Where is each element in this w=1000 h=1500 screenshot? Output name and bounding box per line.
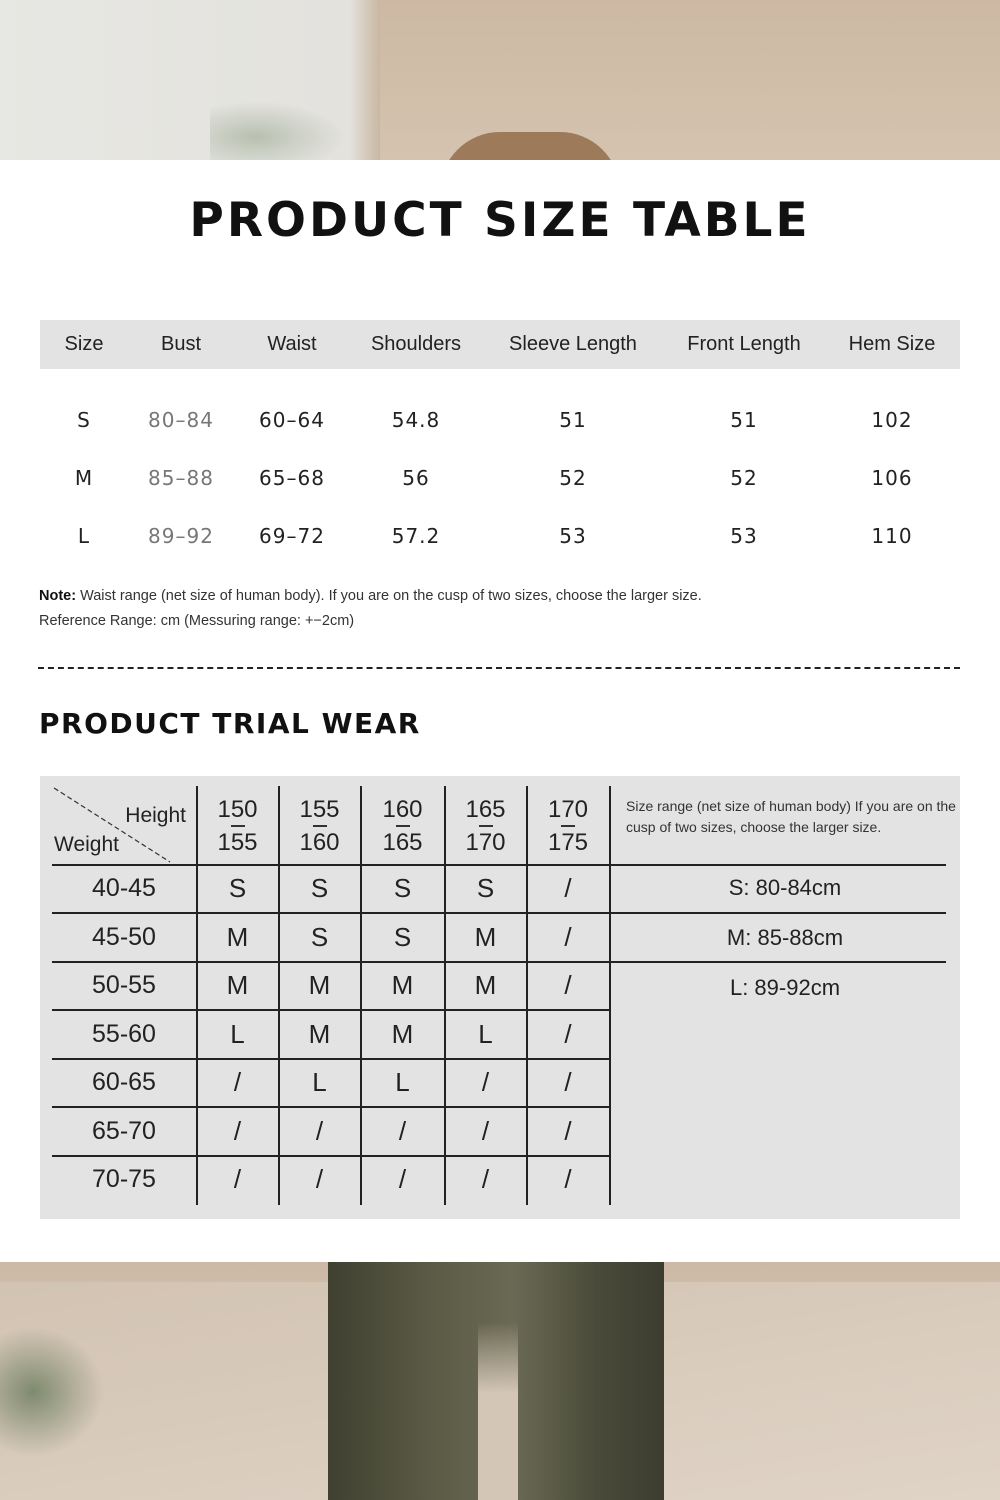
height-from: 160 [382, 796, 423, 823]
table-cell: 57.2 [391, 524, 441, 548]
grid-cell: / [564, 1067, 572, 1097]
grid-cell: L [312, 1067, 327, 1097]
grid-cell: / [564, 1115, 572, 1146]
grid-cell: M [391, 970, 414, 1000]
table-cell: 89–92 [148, 524, 214, 548]
table-cell: 110 [871, 524, 913, 548]
height-header [361, 788, 444, 864]
trial-wear-table [40, 776, 960, 1219]
table-row [40, 400, 960, 440]
range-s: S: 80-84cm [728, 875, 842, 900]
height-to: 155 [217, 829, 258, 856]
height-to: 160 [299, 829, 340, 856]
grid-cell: L [230, 1018, 245, 1049]
table-cell: 69–72 [259, 524, 325, 548]
table-cell: 80–84 [148, 408, 214, 432]
header-waist: Waist [267, 333, 317, 355]
grid-cell: / [564, 873, 572, 903]
weight-label: 65-70 [92, 1116, 156, 1145]
background-photo-top [0, 0, 1000, 160]
table-cell: 52 [730, 466, 758, 490]
table-cell: 51 [559, 408, 587, 432]
height-header [527, 788, 609, 864]
grid-cell: S [310, 921, 329, 952]
corner-header [52, 786, 186, 864]
grid-cell: S [310, 873, 329, 903]
grid-cell: S [393, 921, 412, 952]
background-wall [380, 0, 1000, 160]
grid-cell: M [391, 1018, 414, 1049]
height-to: 170 [465, 829, 506, 856]
table-cell: L [77, 524, 91, 548]
grid-cell: / [315, 1115, 324, 1146]
height-header [197, 788, 278, 864]
grid-cell: L [395, 1067, 410, 1097]
grid-cell: / [233, 1115, 242, 1146]
grid-cell: / [398, 1164, 407, 1194]
table-cell: S [77, 408, 91, 432]
note-text: Waist range (net size of human body). If you are on the cusp of two sizes, choose the larger size. [76, 588, 702, 604]
table-cell: 65–68 [259, 466, 325, 490]
reference-range: Reference Range: cm (Messuring range: +−2cm) [39, 613, 355, 629]
grid-cell: / [564, 1164, 572, 1194]
weight-label: 40-45 [92, 874, 156, 902]
note-line [39, 584, 702, 609]
background-plant [0, 1322, 110, 1462]
table-cell: 60–64 [259, 408, 325, 432]
height-from: 170 [547, 796, 589, 823]
weight-label: 70-75 [92, 1165, 156, 1193]
height-to: 175 [547, 829, 589, 856]
dashed-divider [38, 667, 960, 669]
background-branch [210, 95, 360, 160]
table-cell: 85–88 [148, 466, 214, 490]
weight-label: 55-60 [92, 1019, 156, 1048]
weight-label: 45-50 [92, 922, 156, 951]
grid-cell: M [474, 970, 497, 1000]
weight-label: 60-65 [92, 1068, 156, 1096]
table-cell: 54.8 [391, 408, 441, 432]
note-label: Note: [39, 588, 77, 604]
grid-cell: S [476, 873, 495, 903]
page-title: PRODUCT SIZE TABLE [189, 193, 811, 248]
height-header [279, 788, 360, 864]
grid-cell: / [564, 1018, 572, 1049]
grid-cell: / [481, 1164, 490, 1194]
grid-cell: M [226, 970, 249, 1000]
height-header [445, 788, 526, 864]
size-chart-card [0, 160, 1000, 1262]
table-cell: 56 [402, 466, 430, 490]
table-cell: 53 [730, 524, 758, 548]
grid-cell: / [233, 1164, 242, 1194]
size-note [39, 584, 702, 634]
header-sleeve-length: Sleeve Length [509, 333, 637, 355]
grid-cell: S [228, 873, 247, 903]
corner-height-label: Height [125, 804, 186, 827]
trial-wear-title: PRODUCT TRIAL WEAR [39, 707, 421, 740]
grid-cell: / [481, 1115, 490, 1146]
grid-cell: / [564, 921, 572, 952]
grid-cell: M [474, 921, 497, 952]
weight-label: 50-55 [92, 971, 156, 999]
grid-cell: M [308, 1018, 331, 1049]
grid-cell: / [564, 970, 572, 1000]
table-cell: 106 [871, 466, 913, 490]
range-note: Size range (net size of human body) If you are on the cusp of two sizes, choose the larger size. [626, 798, 956, 835]
range-l: L: 89-92cm [729, 975, 841, 1000]
grid-cell: M [308, 970, 331, 1000]
table-cell: 52 [559, 466, 587, 490]
header-shoulders: Shoulders [370, 333, 462, 355]
grid-cell: / [315, 1164, 324, 1194]
header-hem-size: Hem Size [848, 333, 936, 355]
jeans-leg-gap [478, 1322, 518, 1500]
grid-cell: M [226, 921, 249, 952]
grid-cell: / [398, 1115, 407, 1146]
corner-weight-label: Weight [54, 833, 119, 856]
header-size: Size [64, 333, 104, 355]
grid-cell: / [481, 1067, 490, 1097]
table-row [40, 458, 960, 498]
table-cell: M [74, 466, 94, 490]
height-from: 150 [217, 796, 258, 823]
grid-cell: / [233, 1067, 242, 1097]
header-front-length: Front Length [687, 333, 801, 355]
table-cell: 51 [730, 408, 758, 432]
height-from: 165 [465, 796, 506, 823]
height-from: 155 [299, 796, 340, 823]
range-m: M: 85-88cm [726, 925, 844, 950]
header-bust: Bust [160, 333, 202, 355]
grid-cell: L [478, 1018, 493, 1049]
table-cell: 102 [871, 408, 913, 432]
background-photo-bottom [0, 1262, 1000, 1500]
size-table-header [40, 320, 960, 369]
table-row [40, 516, 960, 556]
table-cell: 53 [559, 524, 587, 548]
grid-cell: S [393, 873, 412, 903]
height-to: 165 [382, 829, 423, 856]
